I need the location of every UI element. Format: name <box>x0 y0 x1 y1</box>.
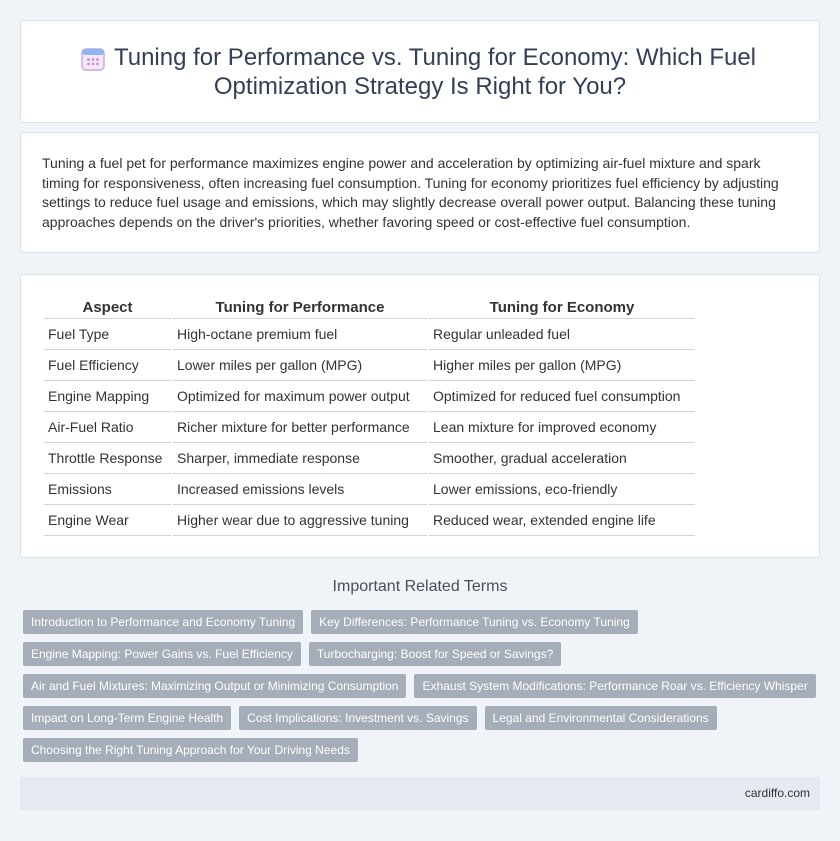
table-cell: Regular unleaded fuel <box>429 319 695 350</box>
related-term-tag[interactable]: Air and Fuel Mixtures: Maximizing Output or Minimizing Consumption <box>23 674 406 698</box>
comparison-card <box>20 274 820 558</box>
column-header: Tuning for Economy <box>429 295 695 319</box>
table-cell: Increased emissions levels <box>173 474 427 505</box>
table-cell: High-octane premium fuel <box>173 319 427 350</box>
table-row <box>44 474 695 505</box>
table-row <box>44 412 695 443</box>
table-cell: Optimized for maximum power output <box>173 381 427 412</box>
comparison-table <box>42 295 697 536</box>
title-card <box>20 20 820 123</box>
table-cell: Fuel Efficiency <box>44 350 171 381</box>
table-cell: Engine Wear <box>44 505 171 536</box>
table-cell: Throttle Response <box>44 443 171 474</box>
intro-paragraph: Tuning a fuel pet for performance maximizes engine power and acceleration by optimizing air-fuel mixture and spark timing for responsiveness, often increasing fuel consumption. Tuning for economy prioritizes fuel efficiency by adjusting settings to reduce fuel usage and emissions, which may slightly decrease overall power output. Balancing these tuning approaches depends on the driver's priorities, whether favoring speed or cost-effective fuel consumption. <box>42 155 779 230</box>
table-cell: Engine Mapping <box>44 381 171 412</box>
related-term-tag[interactable]: Choosing the Right Tuning Approach for Your Driving Needs <box>23 738 358 762</box>
related-terms-heading: Important Related Terms <box>332 578 508 595</box>
related-term-tag[interactable]: Engine Mapping: Power Gains vs. Fuel Efficiency <box>23 642 301 666</box>
footer <box>20 777 820 810</box>
table-cell: Higher miles per gallon (MPG) <box>429 350 695 381</box>
intro-card <box>20 132 820 253</box>
table-cell: Lean mixture for improved economy <box>429 412 695 443</box>
related-term-tag[interactable]: Key Differences: Performance Tuning vs. Economy Tuning <box>311 610 638 634</box>
table-row <box>44 350 695 381</box>
table-row <box>44 443 695 474</box>
related-term-tag[interactable]: Cost Implications: Investment vs. Savings <box>239 706 476 730</box>
table-cell: Emissions <box>44 474 171 505</box>
related-term-tag[interactable]: Turbocharging: Boost for Speed or Savings? <box>309 642 561 666</box>
table-cell: Optimized for reduced fuel consumption <box>429 381 695 412</box>
table-cell: Reduced wear, extended engine life <box>429 505 695 536</box>
table-cell: Air-Fuel Ratio <box>44 412 171 443</box>
related-term-tag[interactable]: Exhaust System Modifications: Performance Roar vs. Efficiency Whisper <box>414 674 815 698</box>
table-cell: Lower emissions, eco-friendly <box>429 474 695 505</box>
page-title: Tuning for Performance vs. Tuning for Economy: Which Fuel Optimization Strategy Is Right for You? <box>113 43 757 100</box>
related-term-tag[interactable]: Legal and Environmental Considerations <box>485 706 717 730</box>
table-cell: Lower miles per gallon (MPG) <box>173 350 427 381</box>
column-header: Aspect <box>44 295 171 319</box>
related-term-tag[interactable]: Introduction to Performance and Economy Tuning <box>23 610 303 634</box>
related-terms-list <box>23 610 823 762</box>
footer-site-link[interactable]: cardiffo.com <box>744 786 810 800</box>
table-cell: Smoother, gradual acceleration <box>429 443 695 474</box>
column-header: Tuning for Performance <box>173 295 427 319</box>
table-header-row <box>44 295 695 319</box>
table-cell: Richer mixture for better performance <box>173 412 427 443</box>
table-row <box>44 381 695 412</box>
table-cell: Fuel Type <box>44 319 171 350</box>
table-cell: Higher wear due to aggressive tuning <box>173 505 427 536</box>
table-row <box>44 319 695 350</box>
table-cell: Sharper, immediate response <box>173 443 427 474</box>
related-term-tag[interactable]: Impact on Long-Term Engine Health <box>23 706 231 730</box>
table-row <box>44 505 695 536</box>
